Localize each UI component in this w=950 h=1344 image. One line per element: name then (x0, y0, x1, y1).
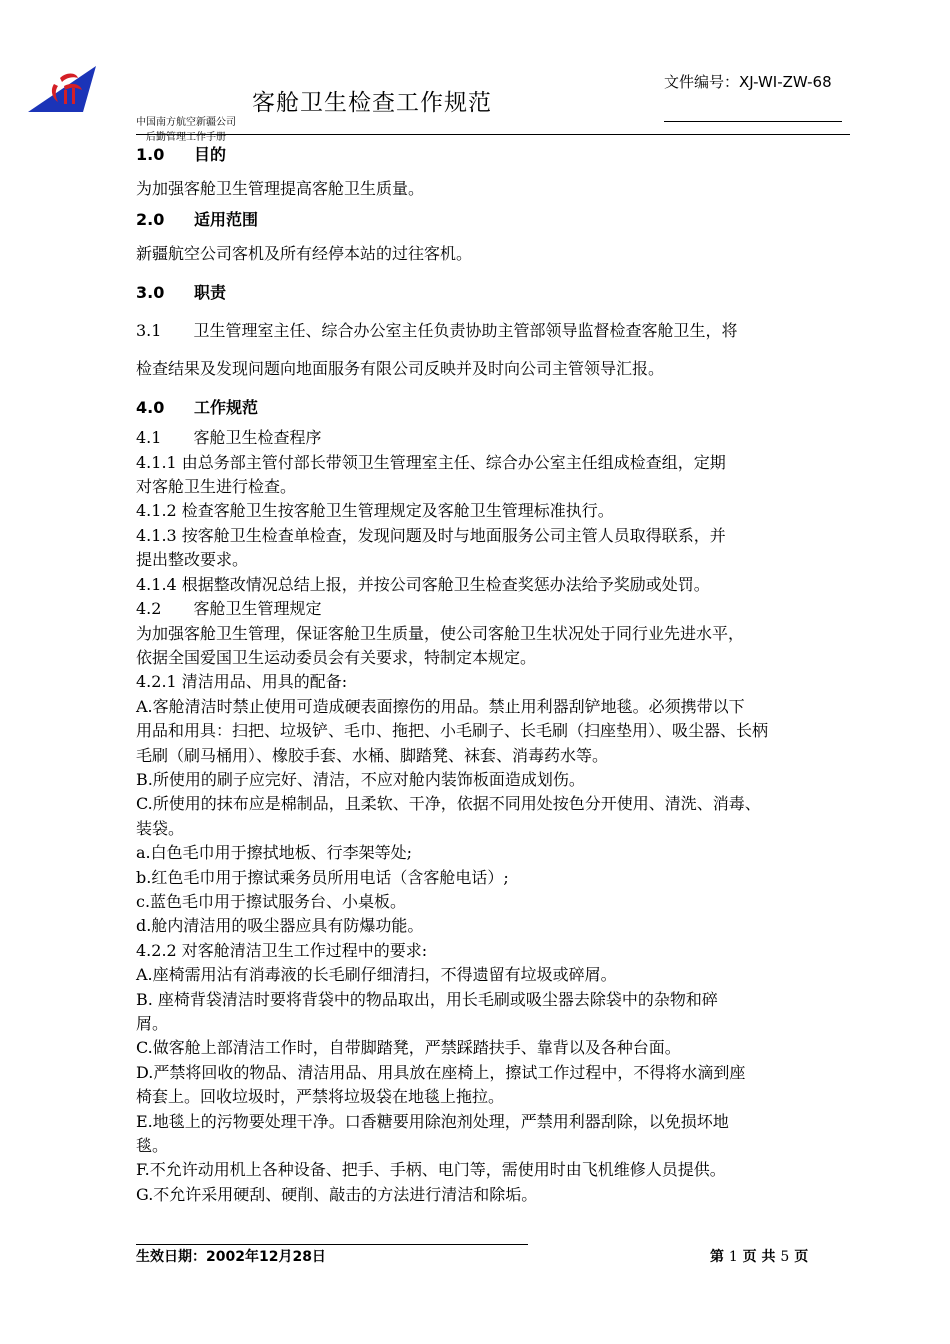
section-heading: 4.0 工作规范 (136, 397, 259, 417)
footer-divider (136, 1244, 528, 1245)
text-line: 屑。 (136, 1014, 169, 1033)
text-line: 4.1.1 由总务部主管付部长带领卫生管理室主任、综合办公室主任组成检查组，定期 (136, 452, 726, 472)
text-line: 4.1.3 按客舱卫生检查单检查，发现问题及时与地面服务公司主管人员取得联系，并 (136, 525, 726, 545)
doc-number-underline (664, 121, 842, 122)
text-line: B. 座椅背袋清洁时要将背袋中的物品取出，用长毛刷或吸尘器去除袋中的杂物和碎 (136, 989, 718, 1009)
text-line: 4.1 客舱卫生检查程序 (136, 428, 322, 448)
text-line: 4.2.1 清洁用品、用具的配备: (136, 672, 348, 692)
text-line: b.红色毛巾用于擦试乘务员所用电话（含客舱电话）; (136, 867, 509, 887)
text-line: B.所使用的刷子应完好、清洁，不应对舱内装饰板面造成划伤。 (136, 769, 585, 789)
total-pages: 5 (780, 1249, 790, 1265)
text-line: 椅套上。回收垃圾时，严禁将垃圾袋在地毯上拖拉。 (136, 1087, 505, 1107)
text-line: 4.2 客舱卫生管理规定 (136, 599, 322, 619)
text-line: 为加强客舱卫生管理，保证客舱卫生质量，使公司客舱卫生状况处于同行业先进水平， (136, 623, 745, 643)
text-line: C.所使用的抹布应是棉制品，且柔软、干净，依据不同用处按色分开使用、清洗、消毒、 (136, 794, 761, 814)
manual-name: 后勤管理工作手册 (146, 132, 226, 143)
text-line: A.座椅需用沾有消毒液的长毛刷仔细清扫，不得遗留有垃圾或碎屑。 (136, 965, 617, 985)
text-line: 4.1.2 检查客舱卫生按客舱卫生管理规定及客舱卫生管理标准执行。 (136, 501, 614, 521)
company-name: 中国南方航空新疆公司 (136, 117, 236, 128)
effective-date: 生效日期：2002年12月28日 (136, 1249, 326, 1265)
section-heading: 2.0 适用范围 (136, 209, 259, 229)
company-logo (28, 66, 96, 112)
section-heading: 1.0 目的 (136, 145, 227, 164)
rules-text (136, 426, 850, 1207)
header-divider (136, 134, 850, 135)
document-number: 文件编号：XJ-WI-ZW-68 (664, 73, 832, 91)
text-line: 4.2.2 对客舱清洁卫生工作过程中的要求: (136, 940, 428, 960)
text-line: 提出整改要求。 (136, 550, 249, 570)
text-line: a.白色毛巾用于擦拭地板、行李架等处; (136, 843, 413, 863)
text-line: c.蓝色毛巾用于擦试服务台、小桌板。 (136, 891, 407, 911)
text-line: 依据全国爱国卫生运动委员会有关要求，特制定本规定。 (136, 647, 537, 667)
section-text: 3.1 卫生管理室主任、综合办公室主任负责协助主管部领导监督检查客舱卫生，将 (136, 321, 738, 341)
section-heading: 3.0 职责 (136, 282, 227, 302)
text-line: 毛刷（刷马桶用）、橡胶手套、水桶、脚踏凳、袜套、消毒药水等。 (136, 745, 609, 765)
page-number: 第 1 页 共 5 页 (710, 1249, 809, 1265)
text-line: 毯。 (136, 1136, 169, 1156)
text-line: 对客舱卫生进行检查。 (136, 477, 297, 497)
text-line: 4.1.4 根据整改情况总结上报，并按公司客舱卫生检查奖惩办法给予奖励或处罚。 (136, 574, 710, 594)
page-title: 客舱卫生检查工作规范 (252, 90, 492, 116)
text-line: d.舱内清洁用的吸尘器应具有防爆功能。 (136, 916, 424, 936)
section-text: 检查结果及发现问题向地面服务有限公司反映并及时向公司主管领导汇报。 (136, 359, 665, 379)
text-line: 用品和用具：扫把、垃圾铲、毛巾、拖把、小毛刷子、长毛刷（扫座垫用）、吸尘器、长柄 (136, 721, 769, 741)
text-line: G.不允许采用硬刮、硬削、敲击的方法进行清洁和除垢。 (136, 1184, 538, 1204)
text-line: C.做客舱上部清洁工作时，自带脚踏凳，严禁踩踏扶手、靠背以及各种台面。 (136, 1038, 681, 1058)
text-line: D.严禁将回收的物品、清洁用品、用具放在座椅上，擦试工作过程中，不得将水滴到座 (136, 1062, 746, 1082)
text-line: 装袋。 (136, 818, 185, 838)
text-line: A.客舱清洁时禁止使用可造成硬表面擦伤的用品。禁止用利器刮铲地毯。必须携带以下 (136, 696, 745, 716)
text-line: E.地毯上的污物要处理干净。口香糖要用除泡剂处理，严禁用利器刮除，以免损坏地 (136, 1111, 729, 1131)
current-page: 1 (728, 1249, 738, 1265)
section-text: 为加强客舱卫生管理提高客舱卫生质量。 (136, 179, 425, 199)
document-body (136, 143, 850, 1207)
section-text: 新疆航空公司客机及所有经停本站的过往客机。 (136, 244, 473, 264)
text-line: F.不允许动用机上各种设备、把手、手柄、电门等，需使用时由飞机维修人员提供。 (136, 1160, 726, 1180)
